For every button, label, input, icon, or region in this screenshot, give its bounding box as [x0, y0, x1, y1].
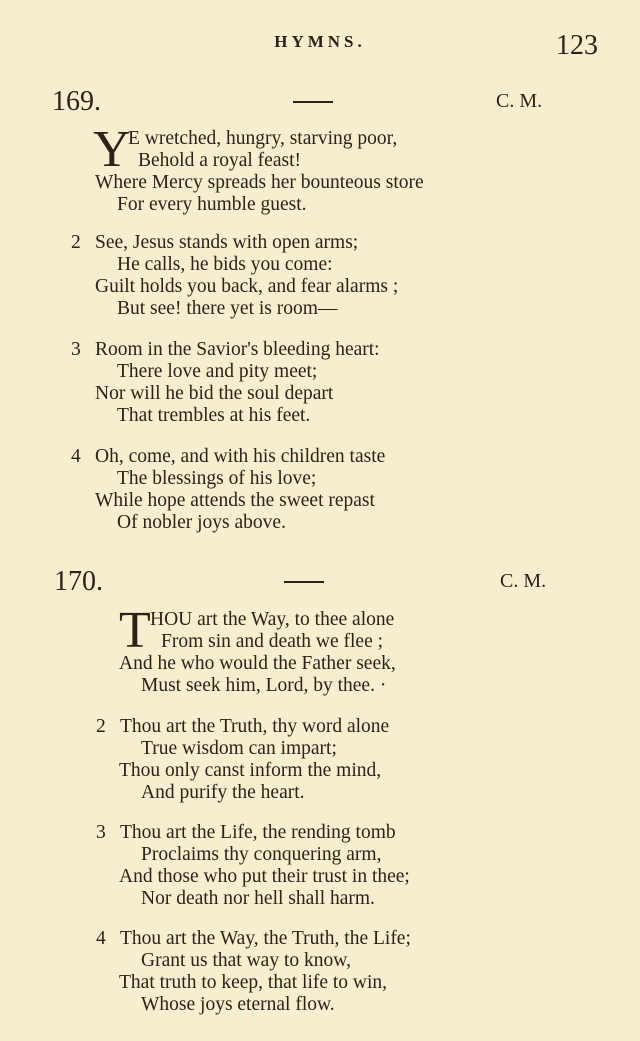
stanza-number: 4	[71, 446, 81, 467]
verse-line: Whose joys eternal flow.	[141, 994, 335, 1015]
verse-line: And he who would the Father seek,	[119, 653, 396, 674]
verse-line: That trembles at his feet.	[117, 405, 311, 426]
verse-line: Behold a royal feast!	[138, 150, 301, 171]
verse-line: Room in the Savior's bleeding heart:	[95, 339, 380, 360]
heading-rule	[284, 581, 324, 583]
verse-line: Oh, come, and with his children taste	[95, 446, 386, 467]
verse-line: Thou art the Life, the rending tomb	[120, 822, 396, 843]
verse-line: For every humble guest.	[117, 194, 307, 215]
heading-rule	[293, 101, 333, 103]
verse-line: Guilt holds you back, and fear alarms ;	[95, 276, 399, 297]
stanza-4	[96, 928, 411, 950]
verse-line: Where Mercy spreads her bounteous store	[95, 172, 424, 193]
running-head: HYMNS.	[274, 32, 366, 51]
verse-line: And purify the heart.	[141, 782, 305, 803]
hymn-number: 169.	[52, 86, 101, 117]
stanza-number: 2	[96, 716, 106, 737]
stanza-number: 3	[96, 822, 106, 843]
verse-line: Must seek him, Lord, by thee. ·	[141, 675, 387, 696]
stanza-number: 3	[71, 339, 81, 360]
hymn-170-heading	[0, 566, 640, 602]
verse-line: Of nobler joys above.	[117, 512, 286, 533]
stanza-number: 2	[71, 232, 81, 253]
verse-line: From sin and death we flee ;	[161, 631, 384, 652]
verse-line: That truth to keep, that life to win,	[119, 972, 388, 993]
verse-line: He calls, he bids you come:	[117, 254, 333, 275]
stanza-2	[96, 716, 389, 738]
verse-line: Proclaims thy conquering arm,	[141, 844, 382, 865]
verse-line: See, Jesus stands with open arms;	[95, 232, 359, 253]
hymn-meter: C. M.	[500, 570, 547, 592]
verse-line: Thou only canst inform the mind,	[119, 760, 382, 781]
verse-line: Grant us that way to know,	[141, 950, 351, 971]
stanza-3	[96, 822, 396, 844]
verse-line: And those who put their trust in thee;	[119, 866, 410, 887]
hymn-number: 170.	[54, 566, 103, 597]
verse-line: Thou art the Truth, thy word alone	[120, 716, 390, 737]
verse-line: But see! there yet is room—	[117, 298, 338, 319]
verse-line: True wisdom can impart;	[141, 738, 337, 759]
drop-cap: T	[119, 602, 151, 659]
verse-line: Nor death nor hell shall harm.	[141, 888, 375, 909]
verse-line: While hope attends the sweet repast	[95, 490, 375, 511]
verse-line: There love and pity meet;	[117, 361, 318, 382]
verse-line: HOU art the Way, to thee alone	[150, 609, 395, 630]
stanza-3	[71, 339, 380, 361]
stanza-4	[71, 446, 385, 468]
stanza-number: 4	[96, 928, 106, 949]
verse-line: E wretched, hungry, starving poor,	[128, 128, 398, 149]
stanza-2	[71, 232, 358, 254]
verse-line: The blessings of his love;	[117, 468, 317, 489]
page-number: 123	[556, 30, 598, 61]
hymn-169-heading	[0, 86, 640, 122]
drop-cap: Y	[93, 121, 131, 178]
hymn-meter: C. M.	[496, 90, 543, 112]
verse-line: Thou art the Way, the Truth, the Life;	[120, 928, 411, 949]
verse-line: Nor will he bid the soul depart	[95, 383, 334, 404]
